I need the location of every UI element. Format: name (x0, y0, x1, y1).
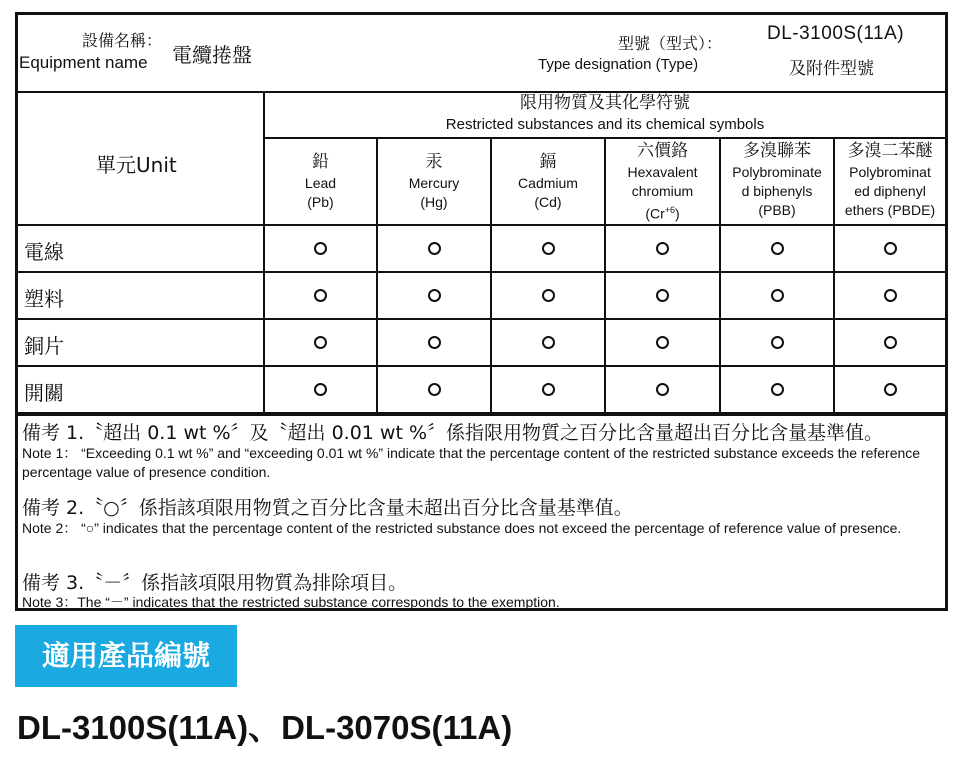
compliance-mark (884, 289, 897, 302)
compliance-mark (656, 242, 669, 255)
column-header-cadmium: 鎘 Cadmium (Cd) (518, 152, 578, 210)
type-designation-suffix: 及附件型號 (789, 59, 874, 79)
restricted-substances-table (18, 91, 945, 414)
compliance-mark (656, 289, 669, 302)
compliance-mark (542, 383, 555, 396)
type-designation-label-zh: 型號（型式）： (618, 34, 723, 53)
row-unit-plastic: 塑料 (24, 287, 64, 311)
note-2-zh: 備考 2.〝○〞係指該項限用物質之百分比含量未超出百分比含量基準值。 (22, 497, 633, 519)
compliance-mark (656, 336, 669, 349)
note-2-en: Note 2： “○” indicates that the percentage content of the restricted substance does not exceed the percentage of reference value of presence. (22, 520, 902, 536)
type-designation-value: DL-3100S(11A) (767, 23, 905, 44)
compliance-mark (771, 383, 784, 396)
equipment-name-label-en: Equipment name (19, 53, 148, 72)
compliance-mark (314, 289, 327, 302)
compliance-mark (428, 289, 441, 302)
column-header-lead: 鉛 Lead (Pb) (304, 152, 337, 210)
compliance-mark (771, 336, 784, 349)
restricted-title-zh: 限用物質及其化學符號 (520, 93, 690, 113)
compliance-mark (542, 289, 555, 302)
compliance-mark (428, 336, 441, 349)
compliance-mark (884, 383, 897, 396)
compliance-mark (314, 242, 327, 255)
row-unit-switch: 開關 (24, 381, 64, 405)
compliance-mark (428, 242, 441, 255)
compliance-mark (428, 383, 441, 396)
type-designation-label-en: Type designation (Type) (538, 56, 699, 73)
compliance-mark (314, 336, 327, 349)
compliance-mark (656, 383, 669, 396)
compliance-mark (542, 336, 555, 349)
unit-column-header: 單元Unit (96, 153, 177, 177)
compliance-mark (771, 242, 784, 255)
restricted-title-en: Restricted substances and its chemical symbols (445, 116, 765, 133)
equipment-name-label-zh: 設備名稱： (82, 31, 163, 50)
applicable-products-badge: 適用產品編號 (15, 625, 237, 687)
note-3-zh: 備考 3.〝－〞係指該項限用物質為排除項目。 (22, 572, 408, 594)
compliance-mark (314, 383, 327, 396)
rohs-declaration-sheet (15, 12, 948, 611)
note-3-en: Note 3：The “－” indicates that the restricted substance corresponds to the exemption. (22, 594, 560, 610)
compliance-mark (884, 242, 897, 255)
row-unit-wire: 電線 (24, 240, 64, 264)
column-header-hexavalent-chromium: 六價鉻 Hexavalent chromium $(Cr^{+6})$ (627, 141, 698, 222)
column-header-pbb: 多溴聯苯 Polybrominate d biphenyls (PBB) (732, 141, 822, 218)
column-header-mercury: 汞 Mercury (Hg) (408, 152, 460, 210)
compliance-mark (884, 336, 897, 349)
note-1-zh: 備考 1.〝超出 0.1 wt %〞及〝超出 0.01 wt %〞係指限用物質之百分比含量超出百分比含量基準值。 (22, 422, 884, 444)
equipment-name-value: 電纜捲盤 (172, 43, 252, 67)
note-1-en: Note 1： “Exceeding 0.1 wt %” and “exceeding 0.01 wt %” indicate that the percentage content of the restricted substance exceeds the reference percentage value of presence condition. (22, 445, 921, 480)
declaration-header (18, 15, 945, 93)
column-header-pbde: 多溴二苯醚 Polybrominat ed diphenyl ethers (PBDE) (844, 141, 936, 218)
compliance-mark (771, 289, 784, 302)
compliance-mark (542, 242, 555, 255)
applicable-model-numbers: DL-3100S(11A)、DL-3070S(11A) (17, 709, 513, 746)
row-unit-copper: 銅片 (24, 334, 64, 358)
